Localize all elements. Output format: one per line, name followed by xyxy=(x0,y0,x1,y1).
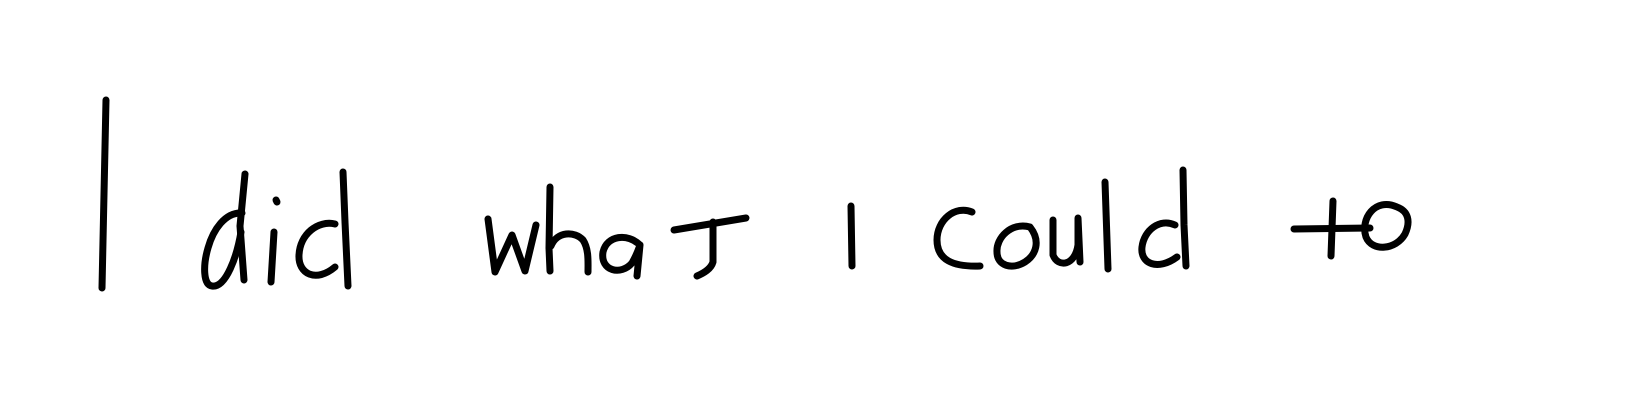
word-did xyxy=(205,172,348,286)
word-I-first xyxy=(102,100,106,288)
word-to xyxy=(1294,201,1408,256)
word-could xyxy=(937,170,1186,269)
word-I-second xyxy=(851,206,852,266)
word-what xyxy=(488,187,746,276)
